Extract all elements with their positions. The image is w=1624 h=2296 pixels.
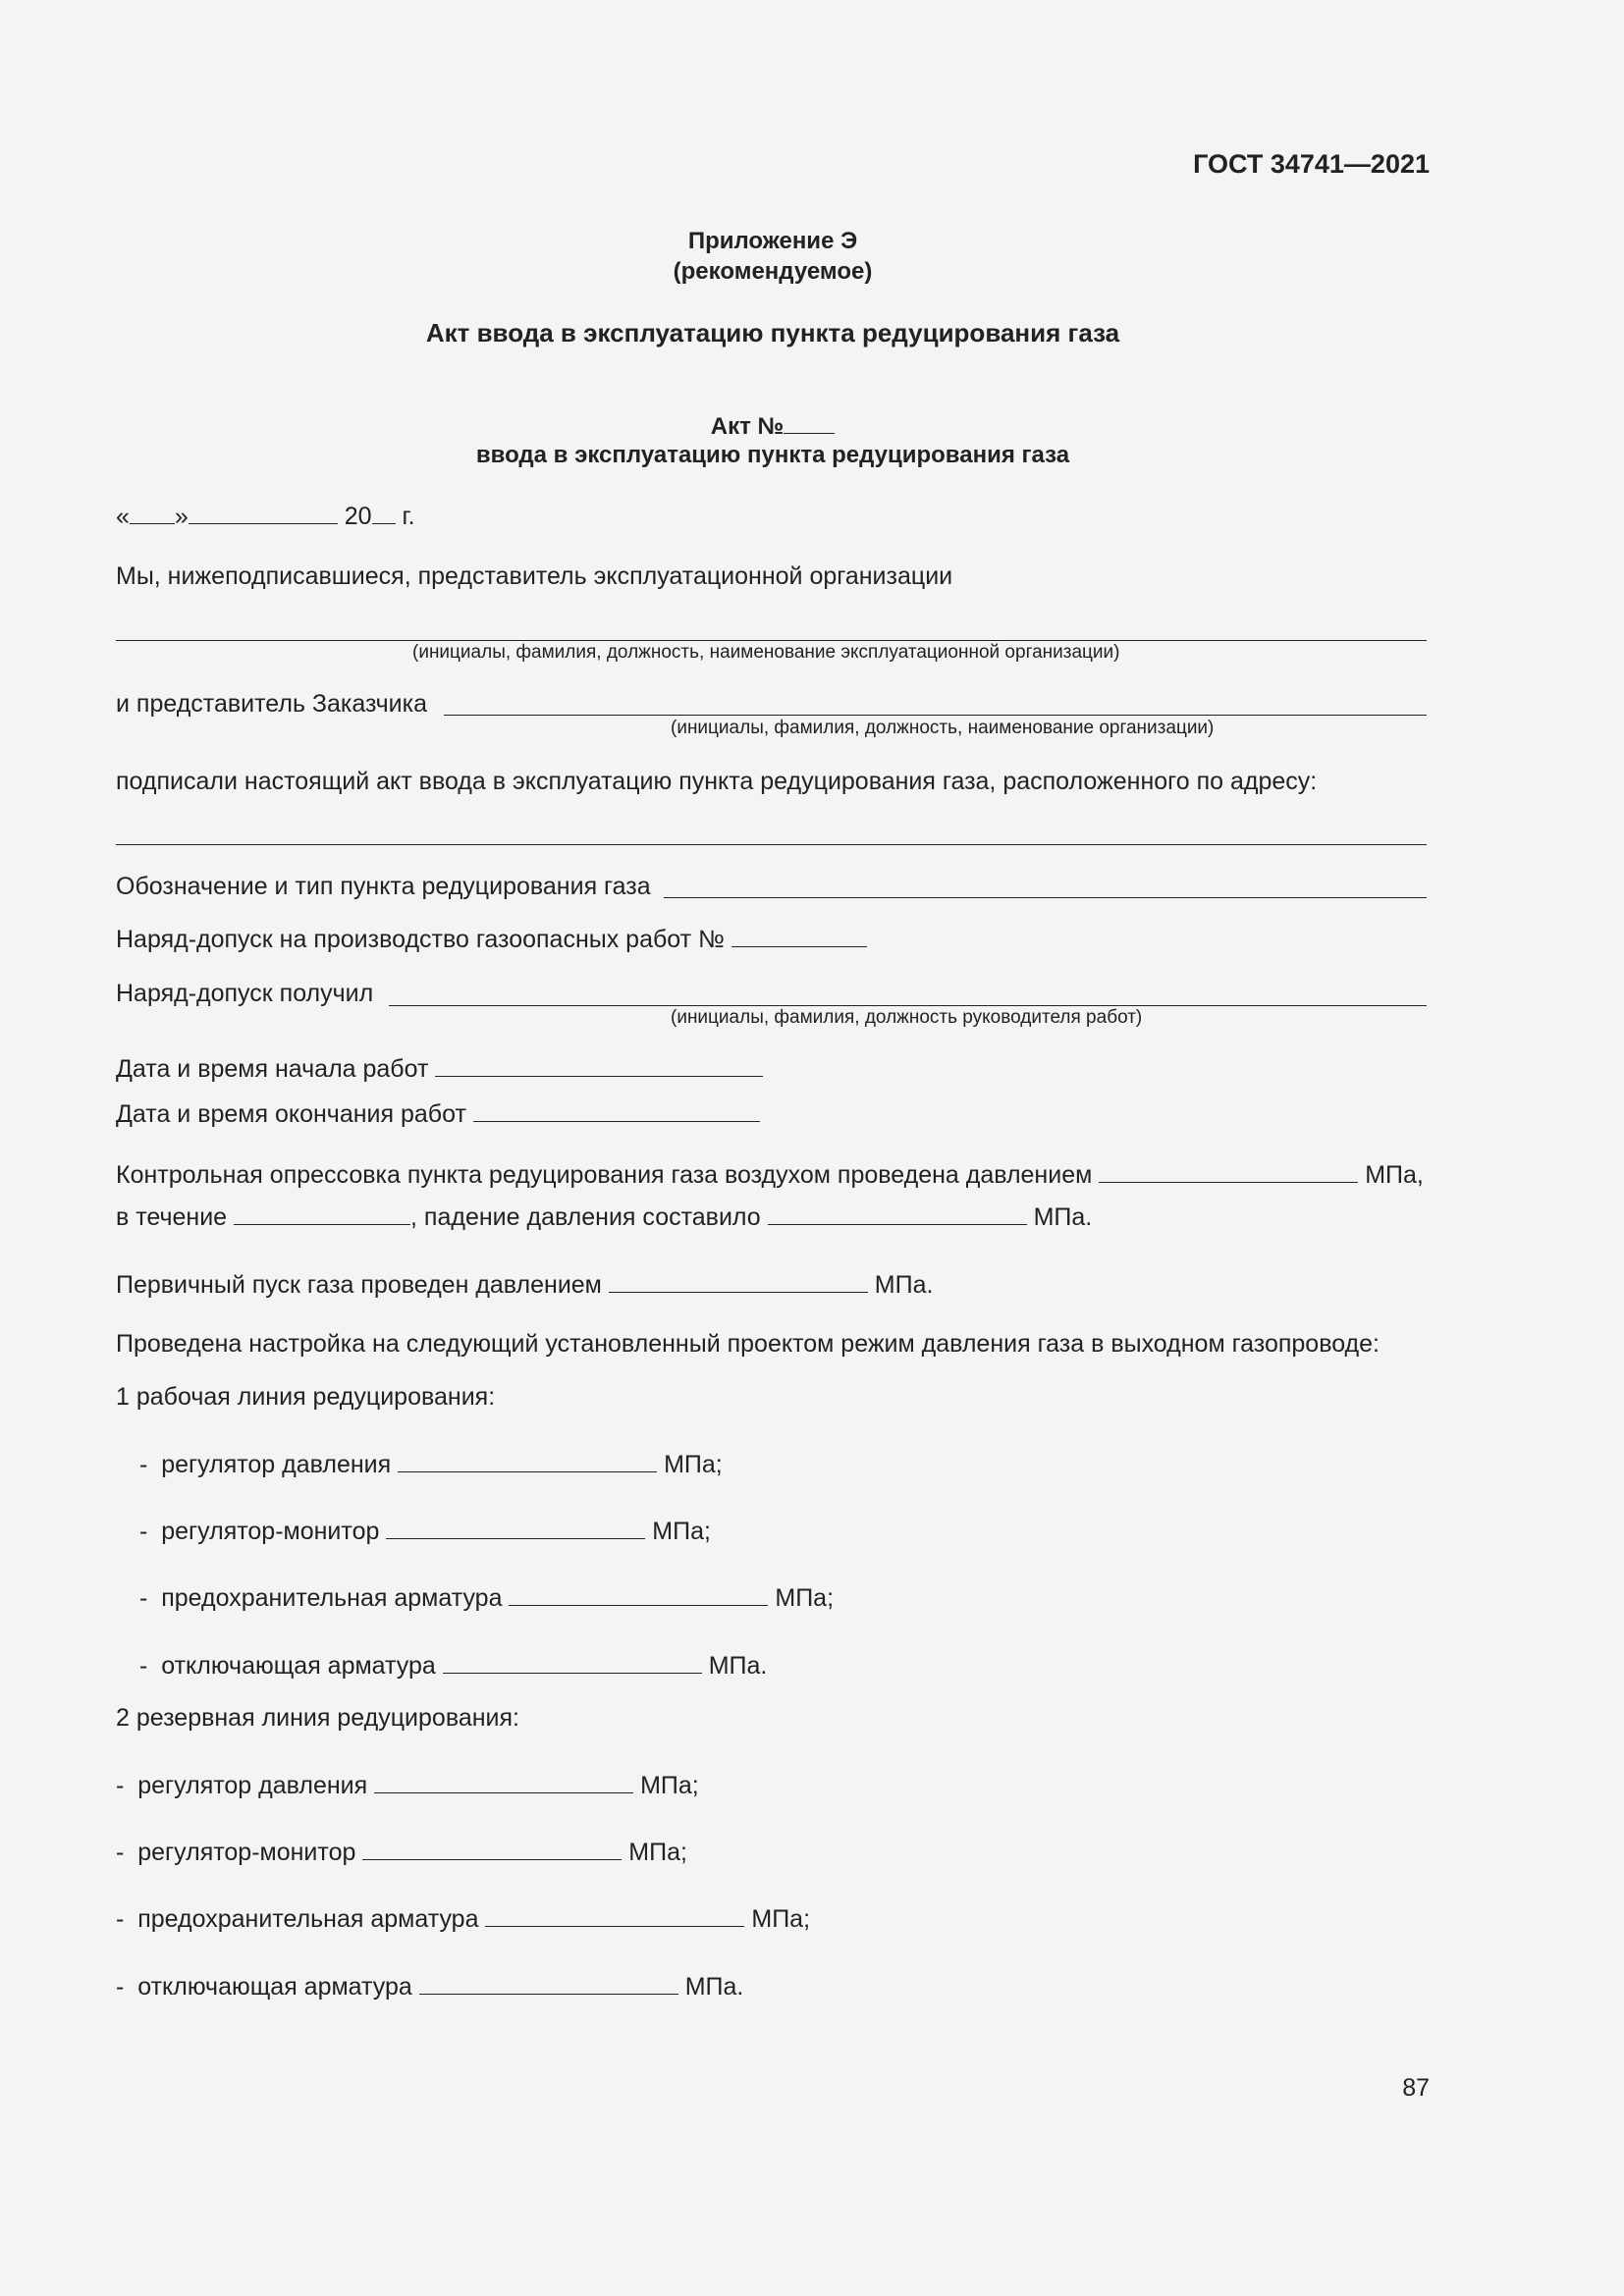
item-unit: МПа; (640, 1772, 699, 1799)
item-label: регулятор-монитор (137, 1839, 356, 1866)
item-unit: МПа; (652, 1518, 711, 1545)
pressure-test-line1 (116, 1160, 1424, 1190)
working-monitor-field[interactable] (386, 1517, 645, 1539)
reserve-monitor-field[interactable] (362, 1838, 622, 1860)
item-label: регулятор-монитор (161, 1518, 380, 1545)
first-start-label: Первичный пуск газа проведен давлением (116, 1271, 602, 1299)
signed-statement: подписали настоящий акт ввода в эксплуатацию пункта редуцирования газа, расположенного по адресу: (116, 768, 1318, 795)
first-start-field[interactable] (609, 1270, 868, 1293)
permit-received-label: Наряд-допуск получил (116, 980, 374, 1007)
working-regulator-field[interactable] (398, 1450, 657, 1472)
customer-label: и представитель Заказчика (116, 690, 428, 718)
date-year-suffix: г. (402, 503, 415, 530)
appendix-label: Приложение Э (687, 228, 858, 254)
operator-field[interactable] (116, 640, 1427, 641)
list-bullet: - (116, 1973, 125, 2001)
act-number-field[interactable] (784, 411, 835, 434)
customer-field[interactable] (444, 715, 1427, 716)
item-unit: МПа. (684, 1973, 744, 2001)
working-line-title: 1 рабочая линия редуцирования: (116, 1383, 496, 1411)
first-start-unit: МПа. (874, 1271, 934, 1299)
item-label: регулятор давления (137, 1772, 368, 1799)
end-time-label: Дата и время окончания работ (116, 1100, 466, 1128)
item-unit: МПа. (708, 1652, 768, 1680)
date-quote-close: » (174, 503, 189, 530)
permit-label: Наряд-допуск на производство газоопасных работ № (116, 926, 725, 953)
pressure-test-label: Контрольная опрессовка пункта редуцирования газа воздухом проведена давлением (116, 1161, 1093, 1189)
act-number-label: Акт № (710, 413, 785, 440)
designation-label: Обозначение и тип пункта редуцирования газа (116, 873, 651, 900)
list-bullet: - (139, 1518, 148, 1545)
appendix-status: (рекомендуемое) (673, 258, 873, 285)
address-field[interactable] (116, 844, 1427, 845)
working-item-monitor (139, 1517, 711, 1546)
customer-caption: (инициалы, фамилия, должность, наименование организации) (671, 718, 1215, 738)
list-bullet: - (116, 1772, 125, 1799)
designation-field[interactable] (664, 897, 1427, 898)
item-unit: МПа; (751, 1905, 811, 1933)
reserve-item-shutoff (116, 1972, 743, 2002)
date-year-prefix: 20 (344, 503, 372, 530)
item-label: отключающая арматура (161, 1652, 436, 1680)
permit-caption: (инициалы, фамилия, должность руководителя работ) (671, 1007, 1143, 1028)
operator-caption: (инициалы, фамилия, должность, наименование эксплуатационной организации) (412, 642, 1120, 663)
working-item-regulator (139, 1450, 723, 1479)
list-bullet: - (139, 1584, 148, 1612)
item-label: предохранительная арматура (137, 1905, 479, 1933)
working-safety-field[interactable] (509, 1583, 768, 1606)
setup-statement: Проведена настройка на следующий установленный проектом режим давления газа в выходном газопроводе: (116, 1330, 1380, 1358)
pressure-test-field[interactable] (1099, 1160, 1358, 1183)
working-shutoff-field[interactable] (443, 1651, 702, 1674)
standard-number: ГОСТ 34741—2021 (1193, 149, 1430, 179)
list-bullet: - (116, 1839, 125, 1866)
reserve-shutoff-field[interactable] (419, 1972, 678, 1995)
start-time-label: Дата и время начала работ (116, 1055, 429, 1083)
reserve-item-regulator (116, 1771, 699, 1800)
act-subtitle: ввода в эксплуатацию пункта редуцирования газа (475, 442, 1070, 468)
pressure-unit: МПа, (1365, 1161, 1424, 1189)
pressure-drop-field[interactable] (768, 1202, 1027, 1225)
working-item-shutoff (139, 1651, 767, 1681)
reserve-item-monitor (116, 1838, 687, 1867)
item-label: регулятор давления (161, 1451, 392, 1478)
item-label: предохранительная арматура (161, 1584, 503, 1612)
item-unit: МПа; (664, 1451, 723, 1478)
date-day-field[interactable] (130, 502, 175, 524)
reserve-safety-field[interactable] (485, 1904, 744, 1927)
start-time-field[interactable] (435, 1054, 763, 1077)
act-number-title (0, 411, 1545, 442)
item-unit: МПа; (628, 1839, 687, 1866)
item-label: отключающая арматура (137, 1973, 412, 2001)
list-bullet: - (139, 1451, 148, 1478)
act-date (116, 502, 415, 531)
permit-received-field[interactable] (389, 1005, 1427, 1006)
working-item-safety (139, 1583, 834, 1613)
pressure-test-line2 (116, 1202, 1092, 1232)
duration-field[interactable] (234, 1202, 410, 1225)
end-time-row (116, 1099, 760, 1129)
date-year-field[interactable] (372, 502, 396, 524)
parties-intro: Мы, нижеподписавшиеся, представитель эксплуатационной организации (116, 562, 953, 590)
start-time-row (116, 1054, 763, 1084)
end-time-field[interactable] (473, 1099, 760, 1122)
item-unit: МПа; (775, 1584, 835, 1612)
list-bullet: - (139, 1652, 148, 1680)
date-month-field[interactable] (189, 502, 338, 524)
duration-label: в течение (116, 1203, 228, 1231)
reserve-regulator-field[interactable] (374, 1771, 633, 1793)
reserve-item-safety (116, 1904, 810, 1934)
appendix-title: Акт ввода в эксплуатацию пункта редуцирования газа (425, 318, 1120, 347)
pressure-drop-label: , падение давления составило (410, 1203, 761, 1231)
permit-number-field[interactable] (731, 925, 867, 947)
list-bullet: - (116, 1905, 125, 1933)
reserve-line-title: 2 резервная линия редуцирования: (116, 1704, 519, 1732)
first-start-row (116, 1270, 933, 1300)
pressure-drop-unit: МПа. (1033, 1203, 1093, 1231)
permit-row (116, 925, 867, 954)
page-number: 87 (1402, 2074, 1430, 2102)
date-quote-open: « (116, 503, 130, 530)
